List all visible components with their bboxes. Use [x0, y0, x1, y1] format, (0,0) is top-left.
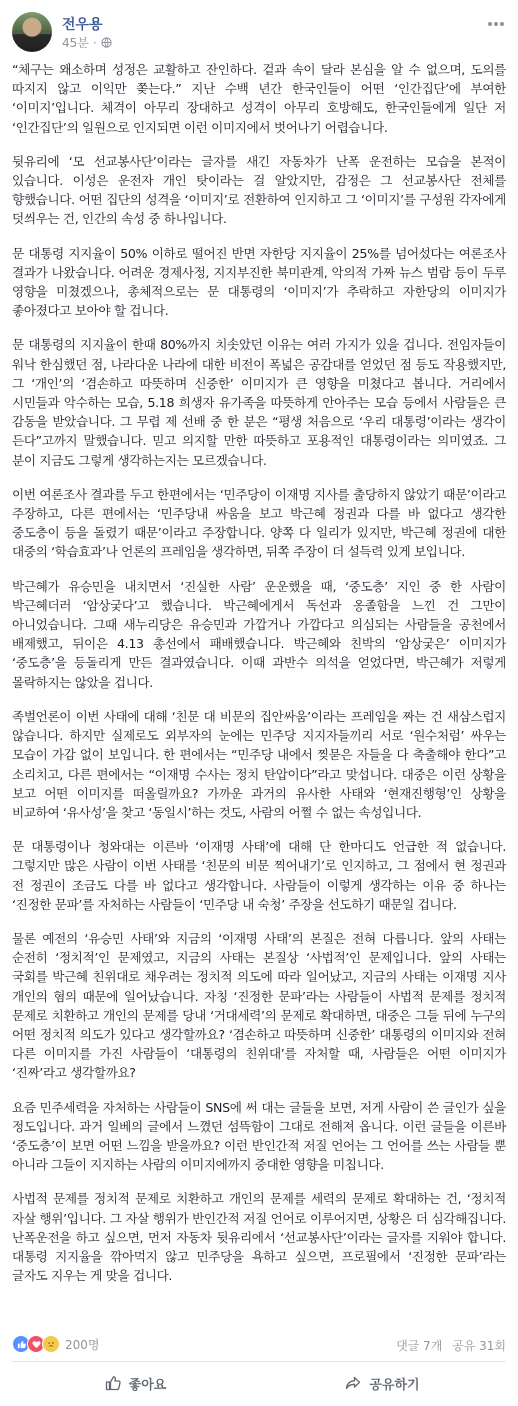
post-actions: [12, 1366, 506, 1400]
post-time[interactable]: 45분: [62, 36, 89, 50]
shares-count[interactable]: 공유 31회: [452, 1339, 506, 1353]
post-header: [12, 12, 506, 52]
share-button-label: 공유하기: [369, 1377, 420, 1393]
like-button[interactable]: [12, 1366, 259, 1400]
avatar[interactable]: [12, 12, 52, 52]
sad-reaction-icon: [42, 1335, 60, 1353]
post-paragraph: 문 대통령 지지율이 50% 이하로 떨어진 반면 자한당 지지율이 25%를 넘어섰다는 여론조사 결과가 나왔습니다. 어려운 경제사정, 지지부진한 북미관계, 악의적 가짜 뉴스 범람 등이 두루 영향을 미쳤겠으나, 총체적으로는 문 대통령의 ‘이미지’가 추락하고 자한당의 이미지가 좋아졌다고 보아야 할 겁니다.: [12, 245, 506, 319]
actions-divider: [12, 1361, 506, 1362]
post-body: [12, 60, 506, 1300]
meta-separator: ·: [92, 35, 97, 50]
post-paragraph: 박근혜가 유승민을 내치면서 ‘진실한 사람’ 운운했을 때, ‘중도층’ 지인 중 한 사람이 박근혜더러 ‘암상궂다’고 했습니다. 박근혜에게서 독선과 옹졸함을 느낀 건 그만이 아니었습니다. 그때 새누리당은 유승민과 가깝거나 가깝다고 의심되는 사람들을 공천에서 배제했고, 뒤이은 4.13 총선에서 패배했습니다. 박근혜와 친박의 ‘암상궂은’ 이미지가 ‘중도층’을 등돌리게 만든 결과였습니다. 이때 과반수 의석을 얻었다면, 박근혜가 저렇게 몰락하지는 않았을 겁니다.: [12, 578, 506, 690]
post-paragraph: 사법적 문제를 정치적 문제로 치환하고 개인의 문제를 세력의 문제로 확대하는 건, ‘정치적 자살 행위’입니다. 그 자살 행위가 반인간적 저질 언어로 이루어지면, 상황은 더 심각해집니다. 난폭운전을 하고 싶으면, 먼저 자동차 뒷유리에서 ‘선교봉사단’이라는 글자를 지워야 합니다. 대통령 지지율을 깎아먹지 않고 민주당을 욕하고 싶으면, 프로필에서 ‘진정한 문파’라는 글자도 지우는 게 맞을 겁니다.: [12, 1191, 506, 1284]
post-paragraph: 문 대통령의 지지율이 한때 80%까지 치솟았던 이유는 여러 가지가 있을 겁니다. 전임자들이 워낙 한심했던 점, 나라다운 나라에 대한 비전이 폭넓은 공감대를 얻었던 점 등도 작용했지만, 그 ‘개인’의 ‘겸손하고 따뜻하며 신중한’ 이미지가 큰 영향을 미쳤다고 봅니다. 거리에서 시민들과 악수하는 모습, 5.18 희생자 유가족을 따뜻하게 안아주는 모습 등에서 사람들은 큰 감동을 받았습니다. 그 무렵 제 선배 중 한 분은 “평생 처음으로 ‘우리 대통령’이라는 생각이 든다”고까지 말했습니다. 믿고 의지할 만한 따뜻하고 포용적인 대통령이라는 의미였죠. 그 분이 지금도 그렇게 생각하는지는 모르겠습니다.: [12, 337, 506, 468]
like-button-label: 좋아요: [128, 1377, 167, 1393]
post-paragraph: “체구는 왜소하며 성정은 교활하고 잔인하다. 겉과 속이 달라 본심을 알 수 없으며, 도의를 따지지 않고 이익만 쫒는다.” 지난 수백 년간 한국인들이 어떤 ‘인간집단’에 부여한 ‘이미지’입니다. 체격이 아무리 장대하고 성격이 아무리 호방해도, 한국인들에게 일단 저 ‘인간집단’의 일원으로 인지되면 이런 이미지에서 벗어나기 어렵습니다.: [12, 62, 506, 135]
engagement-counts: [390, 1337, 506, 1354]
post-paragraph: 뒷유리에 ‘모 선교봉사단’이라는 글자를 새긴 자동차가 난폭 운전하는 모습을 본적이 있습니다. 이성은 운전자 개인 탓이라는 걸 알았지만, 감정은 그 선교봉사단 전체를 향했습니다. 어떤 집단의 성격을 ‘이미지’로 전환하여 인지하고 그 ‘이미지’를 구성원 각자에게 덧씌우는 건, 인간의 속성 중 하나입니다.: [12, 153, 506, 227]
comments-count[interactable]: 댓글 7개: [396, 1339, 443, 1353]
thumbs-up-icon: [105, 1375, 121, 1391]
post-meta: [62, 34, 112, 51]
reactions-count: 200명: [65, 1337, 100, 1352]
post-stats: [12, 1335, 506, 1355]
post-paragraph: 이번 여론조사 결과를 두고 한편에서는 ‘민주당이 이재명 지사를 출당하지 않았기 때문’이라고 주장하고, 다른 편에서는 ‘민주당내 싸움을 보고 박근혜 정권과 다를 바 없다고 생각한 중도층이 등을 돌렸기 때문’이라고 주장합니다. 양쪽 다 일리가 있지만, 박근혜 정권에 대한 대중의 ‘학습효과’나 언론의 프레임을 생각하면, 뒤쪽 주장이 더 설득력 있게 보입니다.: [12, 486, 506, 560]
post-paragraph: 문 대통령이나 청와대는 이른바 ‘이재명 사태’에 대해 단 한마디도 언급한 적 없습니다. 그렇지만 많은 사람이 이번 사태를 ‘친문의 비문 찍어내기’로 인지하고, 그 점에서 현 정권과 전 정권이 조금도 다를 바 없다고 생각합니다. 사람들이 이렇게 생각하는 이유 중 하나는 ‘진정한 문파’를 자처하는 사람들이 ‘민주당 내 숙청’ 주장을 선도하기 때문일 겁니다.: [12, 839, 506, 912]
post-paragraph: 족벌언론이 이번 사태에 대해 ‘친문 대 비문의 집안싸움’이라는 프레임을 짜는 건 새삼스럽지 않습니다. 하지만 실제로도 외부자의 눈에는 민주당 지지자들끼리 서로 ‘원수처럼’ 싸우는 모습이 가감 없이 보입니다. 한 편에서는 “민주당 내에서 찢묻은 자들을 다 축출해야 한다”고 소리치고, 다른 편에서는 “이재명 수사는 정치 탄압이다”라고 맞섭니다. 대중은 이런 상황을 보고 어떤 이미지를 떠올릴까요? 가까운 과거의 유사한 사태와 ‘현재진행형’인 상황을 비교하여 ‘유사성’을 찾고 ‘동일시’하는 것도, 사람의 어쩔 수 없는 속성입니다.: [12, 708, 506, 820]
post-paragraph: 물론 예전의 ‘유승민 사태’와 지금의 ‘이재명 사태’의 본질은 전혀 다릅니다. 앞의 사태는 순전히 ‘정치적’인 문제였고, 지금의 사태는 본질상 ‘사법적’인 문제입니다. 앞의 사태는 국회를 박근혜 친위대로 채우려는 정치적 의도에 따라 일어났고, 지금의 사태는 이재명 지사 개인의 혐의 때문에 일어났습니다. 자칭 ‘진정한 문파’라는 사람들이 사법적 문제를 정치적 문제로 치환하고 개인의 문제를 당내 ‘거대세력’의 문제로 확대하면, 대중은 그들 뒤에 누구의 어떤 정치적 의도가 있다고 생각할까요? ‘겸손하고 따뜻하며 신중한’ 대통령의 이미지와 전혀 다른 이미지를 가진 사람들이 ‘대통령의 친위대’를 자처할 때, 사람들은 어떤 이미지가 ‘진짜’라고 생각할까요?: [12, 930, 506, 1081]
post-paragraph: 요즘 민주세력을 자처하는 사람들이 SNS에 써 대는 글들을 보면, 저게 사람이 쓴 글인가 싶을 정도입니다. 과거 일베의 글에서 느꼈던 섬뜩함이 그대로 전해져 옵니다. 이런 글들을 이른바 ‘중도층’이 보면 어떤 느낌을 받을까요? 이런 반인간적 저질 언어는 그 언어를 쓰는 사람들 뿐 아니라 그들이 지지하는 사람의 이미지에까지 중대한 영향을 미칩니다.: [12, 1099, 506, 1173]
share-button[interactable]: [259, 1366, 506, 1400]
author-name[interactable]: 전우용: [62, 17, 103, 33]
globe-icon: [101, 37, 112, 48]
share-arrow-icon: [345, 1375, 361, 1391]
reactions-summary[interactable]: [12, 1335, 100, 1353]
more-options-icon[interactable]: [486, 18, 506, 30]
